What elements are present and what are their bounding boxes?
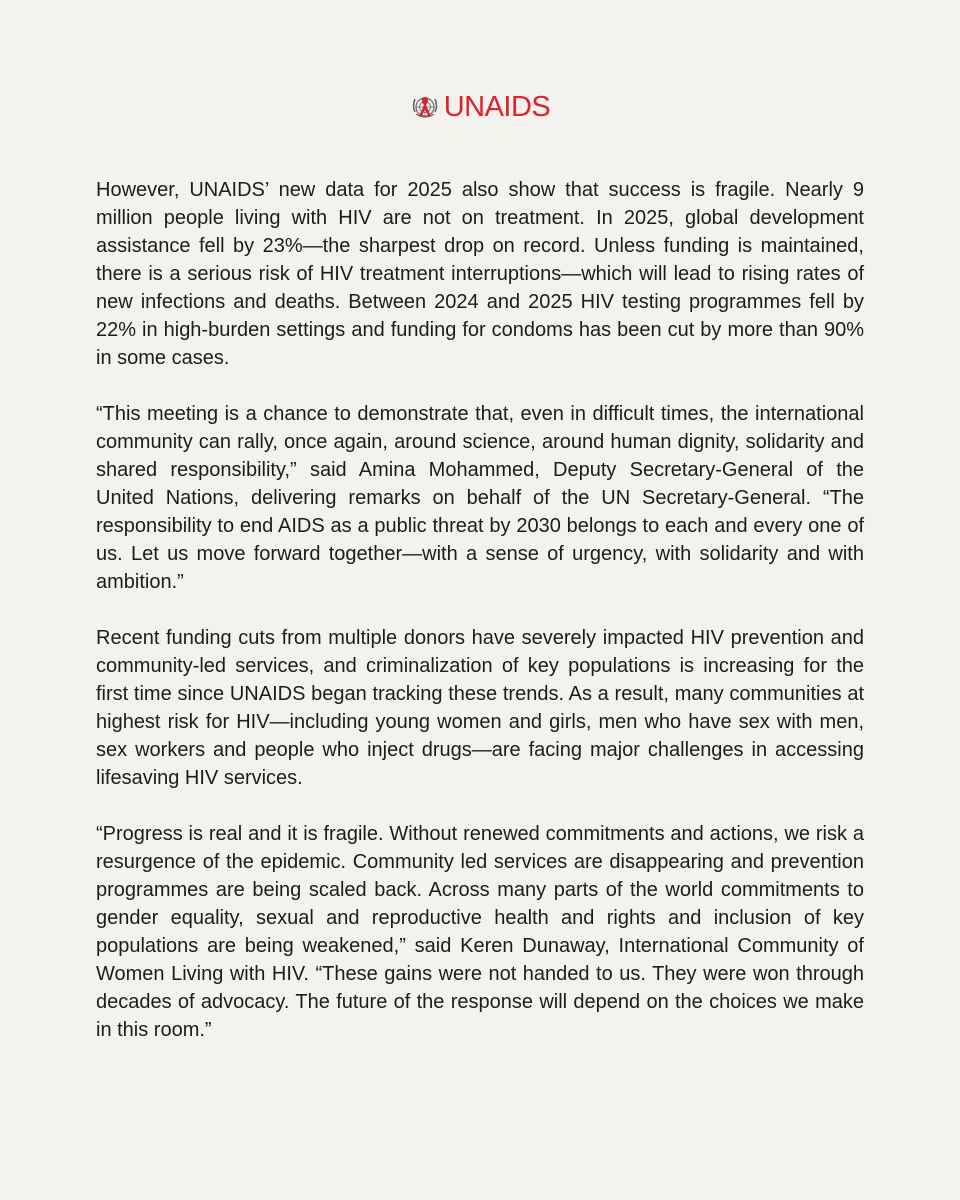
unaids-logo bbox=[0, 92, 960, 122]
paragraph-keren-dunaway-quote: “Progress is real and it is fragile. Without renewed commitments and actions, we risk a resurgence of the epidemic. Community led services are disappearing and prevention programmes are being scaled back. Across many parts of the world commitments to gender equality, sexual and reproductive health and rights and inclusion of key populations are being weakened,” said Keren Dunaway, International Community of Women Living with HIV. “These gains were not handed to us. They were won through decades of advocacy. The future of the response will depend on the choices we make in this room.” bbox=[96, 823, 864, 1041]
paragraph-funding-data: However, UNAIDS’ new data for 2025 also show that success is fragile. Nearly 9 million people living with HIV are not on treatment. In 2025, global development assistance fell by 23%—the sharpest drop on record. Unless funding is maintained, there is a serious risk of HIV treatment interruptions—which will lead to rising rates of new infections and deaths. Between 2024 and 2025 HIV testing programmes fell by 22% in high-burden settings and funding for condoms has been cut by more than 90% in some cases. bbox=[96, 179, 864, 369]
article-body bbox=[96, 176, 864, 1072]
un-emblem-red-ribbon-icon bbox=[410, 92, 440, 122]
paragraph-funding-cuts: Recent funding cuts from multiple donors have severely impacted HIV prevention and community-led services, and criminalization of key populations is increasing for the first time since UNAIDS began tracking these trends. As a result, many communities at highest risk for HIV—including young women and girls, men who have sex with men, sex workers and people who inject drugs—are facing major challenges in accessing lifesaving HIV services. bbox=[96, 627, 864, 789]
logo-wordmark: UNAIDS bbox=[443, 91, 551, 123]
paragraph-amina-mohammed-quote: “This meeting is a chance to demonstrate that, even in difficult times, the international community can rally, once again, around science, around human dignity, solidarity and shared responsibility,” said Amina Mohammed, Deputy Secretary-General of the United Nations, delivering remarks on behalf of the UN Secretary-General. “The responsibility to end AIDS as a public threat by 2030 belongs to each and every one of us. Let us move forward together—with a sense of urgency, with solidarity and with ambition.” bbox=[96, 403, 864, 593]
